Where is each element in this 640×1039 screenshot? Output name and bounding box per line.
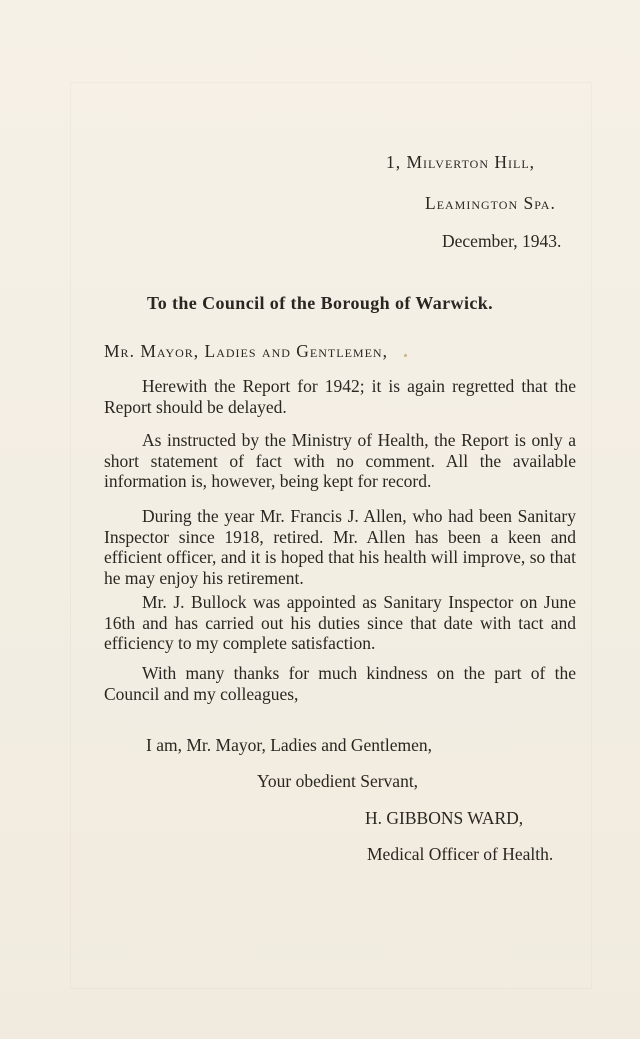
paragraph-4: Mr. J. Bullock was appointed as Sanitary Inspector on June 16th and has carried out his duties since that date with tact and efficiency to my complete satisfaction. bbox=[104, 592, 576, 653]
address-line-2: Leamington Spa. bbox=[425, 193, 556, 213]
salutation: Mr. Mayor, Ladies and Gentlemen, bbox=[104, 341, 388, 361]
signature-name: H. GIBBONS WARD, bbox=[365, 808, 524, 828]
closing-line-2: Your obedient Servant, bbox=[257, 771, 419, 791]
letter-date: December, 1943. bbox=[442, 231, 562, 251]
paragraph-1: Herewith the Report for 1942; it is again regretted that the Report should be delayed. bbox=[104, 376, 576, 417]
address-line-1: 1, Milverton Hill, bbox=[386, 152, 536, 172]
signature-title: Medical Officer of Health. bbox=[367, 844, 554, 864]
paragraph-3: During the year Mr. Francis J. Allen, who had been Sanitary Inspector since 1918, retired. Mr. Allen has been a keen and efficient officer, and it is hoped that his health will improve, so that he may enjoy his retirement. bbox=[104, 506, 576, 588]
paragraph-5: With many thanks for much kindness on the part of the Council and my colleagues, bbox=[104, 663, 576, 704]
letter-heading: To the Council of the Borough of Warwick. bbox=[146, 293, 494, 313]
paragraph-2: As instructed by the Ministry of Health, the Report is only a short statement of fact with no comment. All the available information is, however, being kept for record. bbox=[104, 430, 576, 491]
paper-speck bbox=[404, 354, 407, 357]
closing-line-1: I am, Mr. Mayor, Ladies and Gentlemen, bbox=[146, 735, 433, 755]
